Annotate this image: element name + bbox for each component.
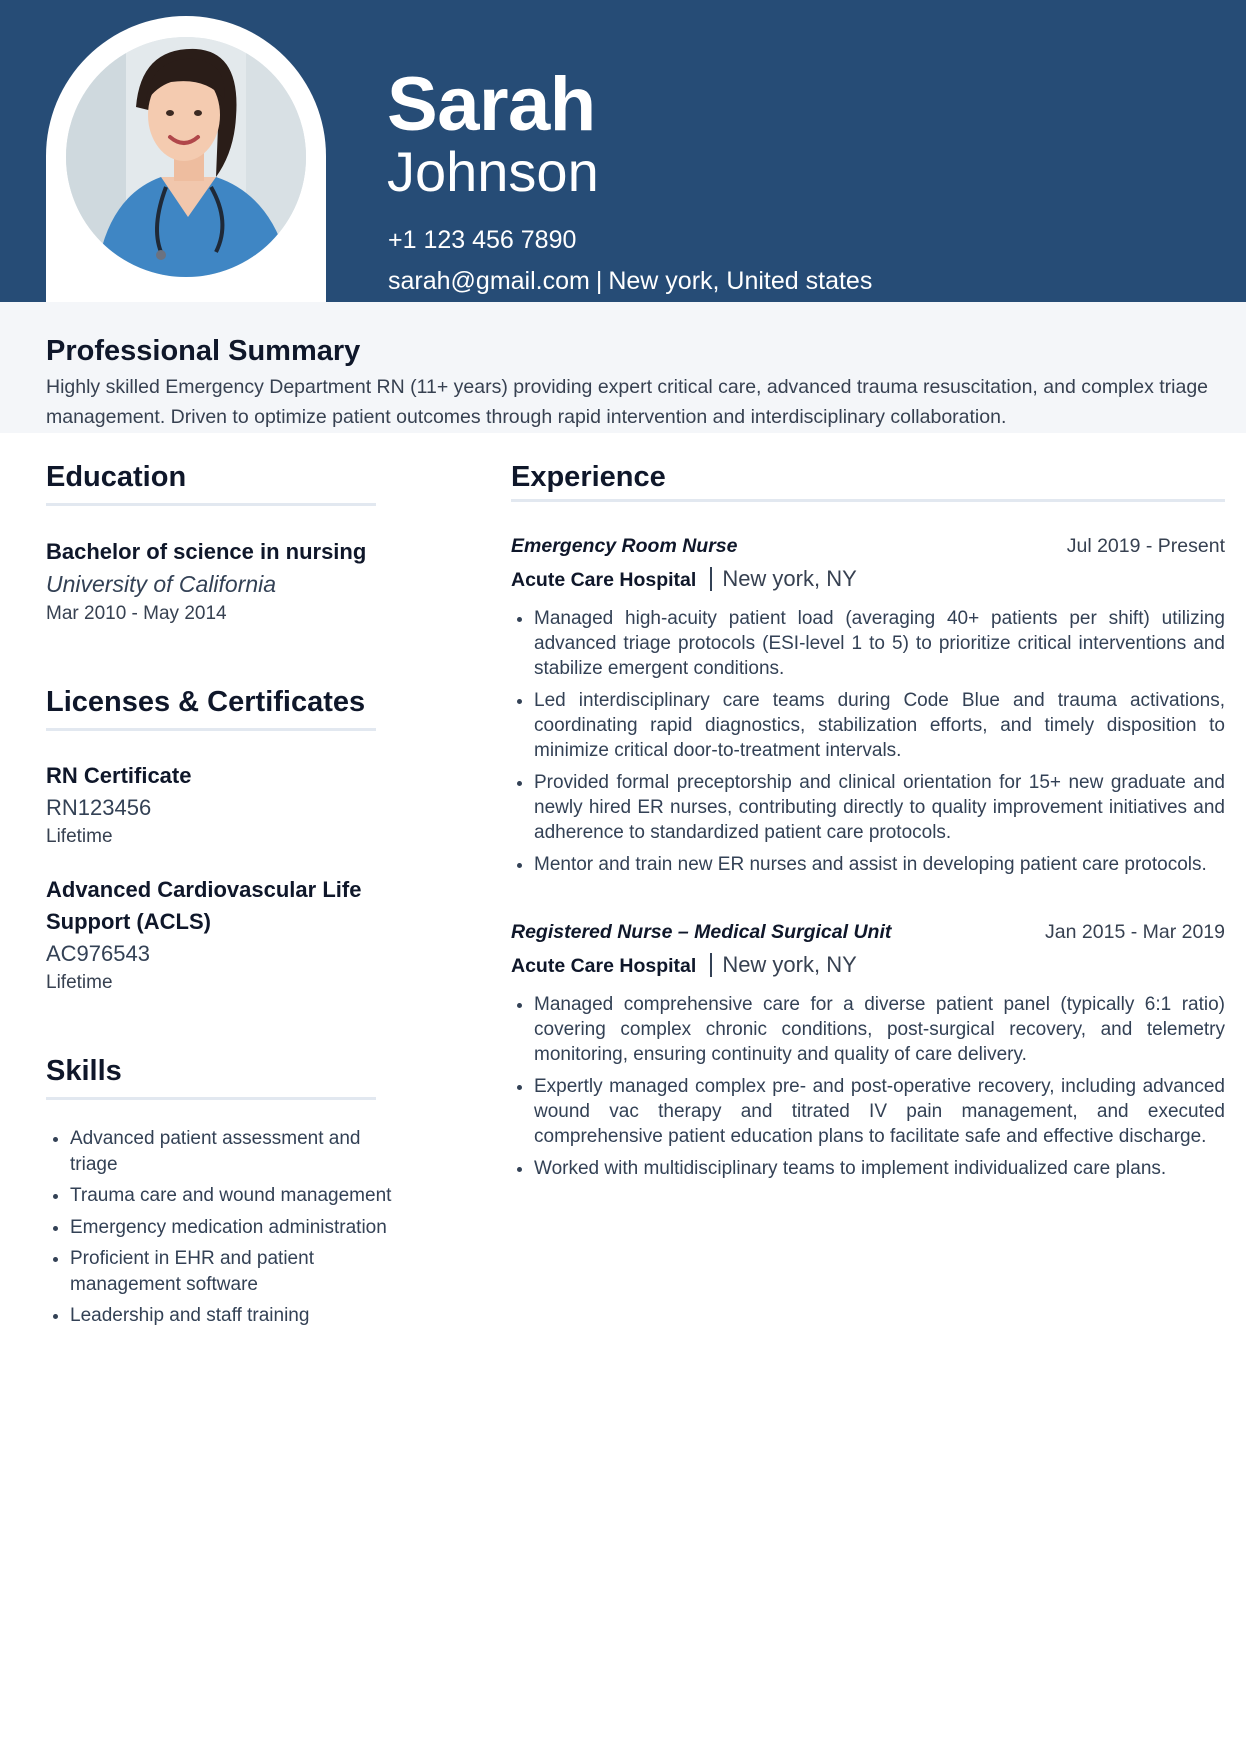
skills-divider: [46, 1097, 376, 1100]
job-bullet: • Mentor and train new ER nurses and assist in developing patient care protocols.: [534, 852, 1225, 877]
profile-photo: [66, 37, 306, 277]
experience-title: Experience: [511, 461, 666, 493]
skill-item: • Trauma care and wound management: [70, 1183, 400, 1209]
email-address[interactable]: sarah@gmail.com: [388, 267, 590, 295]
phone-number[interactable]: +1 123 456 7890: [388, 226, 577, 254]
license-term: Lifetime: [46, 972, 113, 993]
job-company: Acute Care Hospital: [511, 955, 697, 977]
contact-line: [388, 265, 872, 297]
skills-title: Skills: [46, 1055, 122, 1087]
summary-text: Highly skilled Emergency Department RN (11+ years) providing expert critical care, advanced trauma resuscitation, and complex triage management. Driven to optimize patient outcomes through rapid intervention and interdisciplinary collaboration.: [46, 376, 1209, 428]
education-item: [46, 536, 376, 628]
experience-divider: [511, 499, 1225, 502]
first-name: Sarah: [387, 62, 596, 147]
skill-item: • Proficient in EHR and patient management software: [70, 1246, 400, 1297]
license-term: Lifetime: [46, 826, 113, 847]
degree-dates: Mar 2010 - May 2014: [46, 603, 227, 624]
job-org-separator: [710, 567, 712, 591]
location: New york, United states: [608, 267, 873, 295]
job-bullets: [511, 992, 1225, 1181]
job-bullet: • Provided formal preceptorship and clinical orientation for 15+ new graduate and newly hired ER nurses, contributing directly to quality improvement initiatives and adherence to standardized patient care protocols.: [534, 770, 1225, 846]
license-id: AC976543: [46, 941, 150, 966]
license-name: RN Certificate: [46, 763, 192, 788]
skills-list: [46, 1126, 400, 1335]
job-bullets: [511, 606, 1225, 877]
job-bullet: • Expertly managed complex pre- and post-operative recovery, including advanced wound vac therapy and titrated IV pain management, and executed comprehensive patient education plans to facilitate safe and effective discharge.: [534, 1074, 1225, 1150]
education-title: Education: [46, 461, 187, 493]
skill-item: • Advanced patient assessment and triage: [70, 1126, 400, 1177]
job-location: New york, NY: [722, 952, 857, 977]
job-bullet: • Managed high-acuity patient load (averaging 40+ patients per shift) utilizing advanced triage protocols (ESI-level 1 to 5) to prioritize critical interventions and stabilize emergent conditions.: [534, 606, 1225, 682]
last-name: Johnson: [387, 140, 599, 203]
nurse-portrait-illustration: [66, 37, 306, 277]
job-org-separator: [710, 953, 712, 977]
education-divider: [46, 503, 376, 506]
job-bullet: • Led interdisciplinary care teams during Code Blue and trauma activations, coordinating rapid diagnostics, stabilization efforts, and timely disposition to minimize critical door-to-treatment intervals.: [534, 688, 1225, 764]
license-item: [46, 760, 376, 850]
job-title: Emergency Room Nurse: [511, 535, 738, 557]
licenses-divider: [46, 728, 376, 731]
license-name: Advanced Cardiovascular Life Support (ACLS): [46, 877, 362, 934]
license-item: [46, 874, 376, 996]
job-entry: [511, 531, 1225, 884]
job-dates: Jul 2019 - Present: [1066, 535, 1225, 557]
job-bullet: • Worked with multidisciplinary teams to implement individualized care plans.: [534, 1156, 1225, 1181]
contact-separator: |: [595, 267, 603, 295]
summary-title: Professional Summary: [46, 335, 361, 367]
job-dates: Jan 2015 - Mar 2019: [1045, 921, 1225, 943]
licenses-title: Licenses & Certificates: [46, 686, 366, 718]
skill-item: • Emergency medication administration: [70, 1215, 400, 1241]
job-bullet: • Managed comprehensive care for a diverse patient panel (typically 6:1 ratio) covering complex chronic conditions, post-surgical recovery, and telemetry monitoring, ensuring continuity and quality of care delivery.: [534, 992, 1225, 1068]
job-entry: [511, 917, 1225, 1188]
degree-title: Bachelor of science in nursing: [46, 539, 367, 564]
job-title: Registered Nurse – Medical Surgical Unit: [511, 921, 892, 943]
license-id: RN123456: [46, 795, 152, 820]
job-company: Acute Care Hospital: [511, 569, 697, 591]
degree-school: University of California: [46, 571, 277, 597]
skill-item: • Leadership and staff training: [70, 1303, 400, 1329]
job-location: New york, NY: [722, 566, 857, 591]
